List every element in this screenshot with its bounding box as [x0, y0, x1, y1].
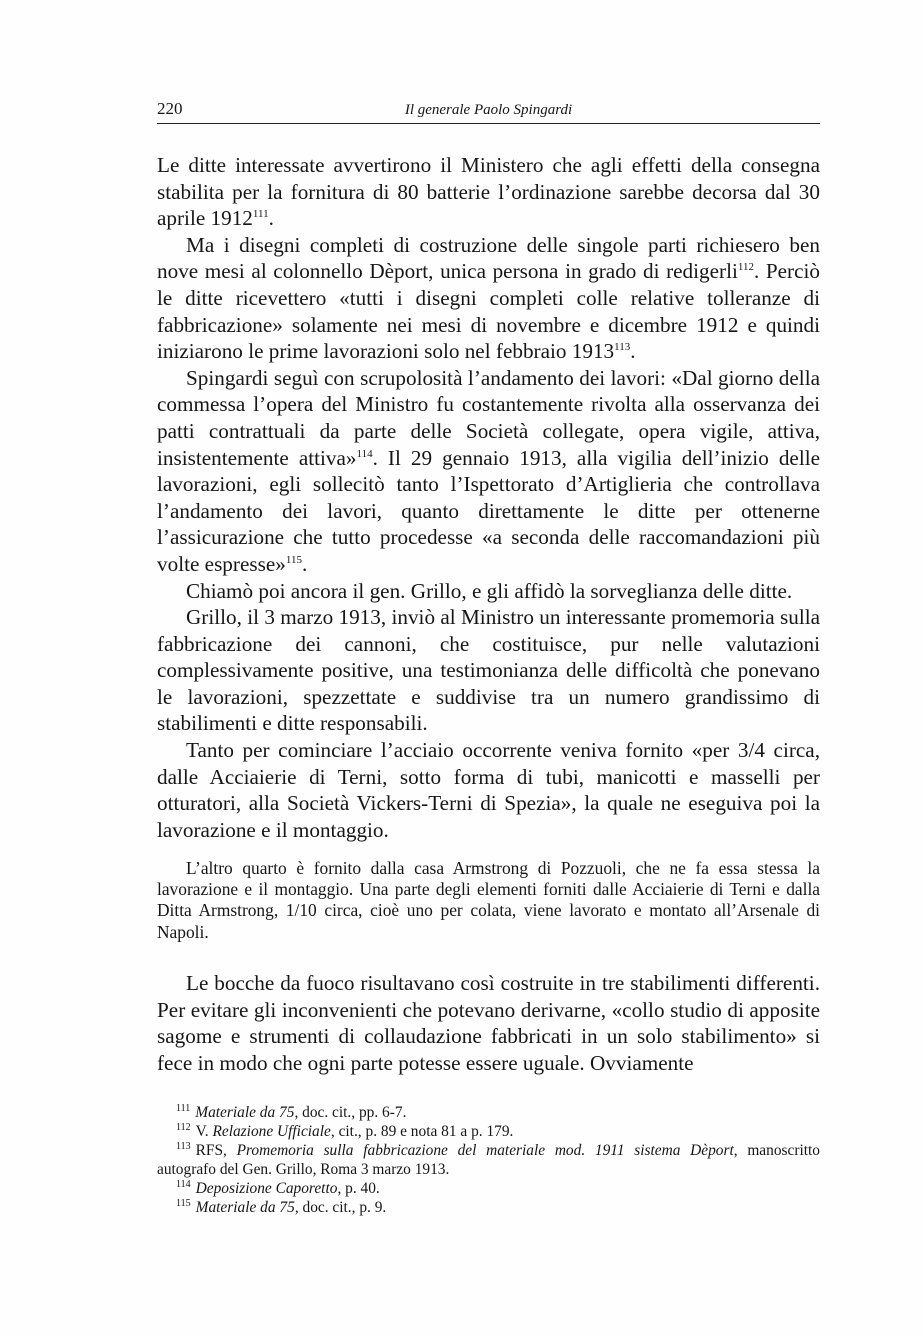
footnote-ref: 112 — [737, 261, 754, 274]
running-title: Il generale Paolo Spingardi — [404, 102, 573, 118]
footnote-number: 111 — [176, 1103, 191, 1114]
paragraph-3: Spingardi seguì con scrupolosità l’andamento dei lavori: «Dal giorno della commessa l’opera del Ministro fu costantemente rivolta alla osservanza dei patti contrattuali da parte delle Società collegate, opera vigile, attiva, insistentemente attiva»$^{114}$. Il 29 gennaio 1913, alla vigilia dell’inizio delle lavorazioni, egli sollecitò tanto l’Ispettorato d’Artiglieria che controllava l’andamento dei lavori, quanto direttamente le ditte per ottenerne l’assicurazione che tutto procedesse «a seconda delle raccomandazioni più volte espresse»$^{115}$. — [157, 365, 820, 576]
main-text — [157, 152, 820, 843]
footnote-number: 115 — [176, 1197, 191, 1209]
running-header — [157, 99, 820, 124]
footnote-113: $^{113}$ RFS, Promemoria sulla fabbricazione del materiale mod. 1911 sistema Dèport, manoscritto autografo del Gen. Grillo, Roma 3 marzo 1913. — [157, 1140, 820, 1178]
paragraph-5: Grillo, il 3 marzo 1913, inviò al Ministro un interessante promemoria sulla fabbricazione dei cannoni, che costituisce, pur nelle valutazioni complessivamente positive, una testimonianza delle difficoltà che ponevano le lavorazioni, spezzettate e suddivise tra un numero grandissimo di stabilimenti e ditte responsabili. — [157, 605, 820, 736]
footnote-number: 113 — [176, 1140, 191, 1152]
footnote-112: $^{112}$ V. Relazione Ufficiale, cit., p. 89 e nota 81 a p. 179. — [176, 1121, 514, 1140]
paragraph-4: Chiamò poi ancora il gen. Grillo, e gli affidò la sorveglianza delle ditte. — [186, 578, 793, 603]
footnote-111: $^{111}$ Materiale da 75, doc. cit., pp. 6-7. — [176, 1103, 407, 1121]
footnote-number: 112 — [176, 1121, 191, 1133]
footnote-114: $^{114}$ Deposizione Caporetto, p. 40. — [176, 1178, 380, 1197]
paragraph-6: Tanto per cominciare l’acciaio occorrente veniva fornito «per 3/4 circa, dalle Acciaierie di Terni, sotto forma di tubi, manicotti e masselli per otturatori, alla Società Vickers-Terni di Spezia», la quale ne eseguiva poi la lavorazione e il montaggio. — [157, 738, 820, 842]
paragraph-1: Le ditte interessate avvertirono il Ministero che agli effetti della consegna stabilita per la fornitura di 80 batterie l’ordinazione sarebbe decorsa dal 30 aprile 1912$^{111}$. — [157, 153, 820, 231]
paragraph-2: Ma i disegni completi di costruzione delle singole parti richiesero ben nove mesi al colonnello Dèport, unica persona in grado di redigerli$^{112}$. Perciò le ditte ricevettero «tutti i disegni completi colle relative tolleranze di fabbricazione» solamente nei mesi di novembre e dicembre 1912 e quindi iniziarono le prime lavorazioni solo nel febbraio 1913$^{113}$. — [157, 232, 820, 364]
footnote-115: $^{115}$ Materiale da 75, doc. cit., p. 9. — [176, 1197, 387, 1216]
footnote-number: 114 — [176, 1178, 191, 1190]
footnotes — [157, 1104, 820, 1218]
footnote-ref: 111 — [252, 208, 269, 221]
paragraph-7: Le bocche da fuoco risultavano così costruite in tre stabilimenti differenti. Per evitare gli inconvenienti che potevano derivarne, «collo studio di apposite sagome e strumenti di collaudazione fabbricati in un solo stabilimento» si fece in modo che ogni parte potesse essere uguale. Ovviamente — [157, 971, 820, 1075]
footnote-ref: 113 — [614, 341, 631, 354]
footnote-ref: 114 — [356, 447, 373, 460]
footnote-ref: 115 — [285, 553, 302, 566]
block-quote: L’altro quarto è fornito dalla casa Armstrong di Pozzuoli, che ne fa essa stessa la lavorazione e il montaggio. Una parte degli elementi forniti dalle Acciaierie di Terni e dalla Ditta Armstrong, 1/10 circa, cioè uno per colata, viene lavorato e montato all’Arsenale di Napoli. — [157, 858, 820, 942]
page-number: 220 — [157, 99, 183, 118]
